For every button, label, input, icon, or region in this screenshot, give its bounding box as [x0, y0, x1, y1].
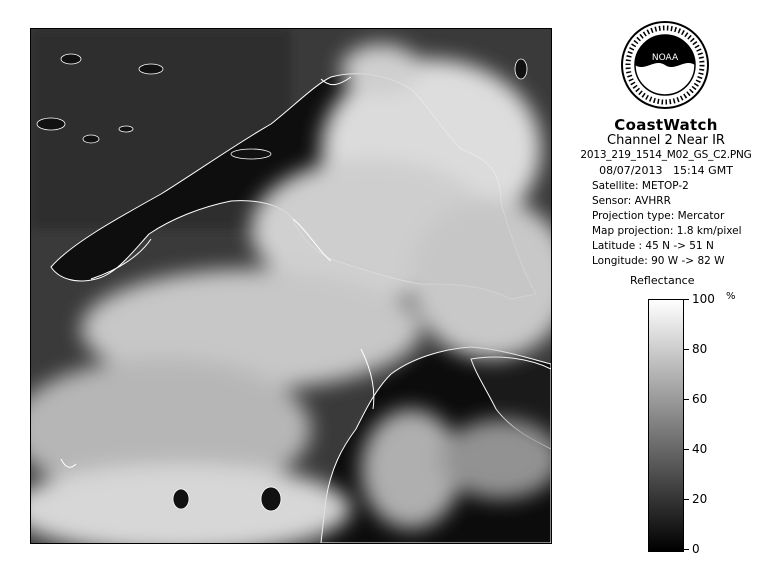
filename-label: 2013_219_1514_M02_GS_C2.PNG — [580, 149, 752, 161]
reflectance-colorbar — [648, 299, 684, 552]
scale-title: Reflectance — [630, 274, 695, 287]
channel-label: Channel 2 Near IR — [607, 133, 725, 148]
app-title: CoastWatch — [614, 116, 718, 134]
scale-tick — [683, 499, 689, 500]
scale-tick-label: 20 — [692, 492, 708, 506]
scale-tick — [683, 549, 689, 550]
scale-tick — [683, 349, 689, 350]
projection-type-label: Projection type: Mercator — [592, 210, 725, 222]
svg-text:NOAA: NOAA — [651, 53, 679, 63]
scale-tick — [683, 399, 689, 400]
scale-tick-label: 100 — [692, 292, 715, 306]
satellite-label: Satellite: METOP-2 — [592, 180, 689, 192]
scale-tick-label: 40 — [692, 442, 708, 456]
map-projection-label: Map projection: 1.8 km/pixel — [592, 225, 742, 237]
scale-tick-label: 80 — [692, 342, 708, 356]
time-text: 15:14 GMT — [672, 164, 733, 177]
scale-unit: % — [726, 291, 736, 302]
datetime-label — [560, 164, 772, 177]
latitude-label: Latitude : 45 N -> 51 N — [592, 240, 714, 252]
scale-tick-label: 60 — [692, 392, 708, 406]
sensor-label: Sensor: AVHRR — [592, 195, 671, 207]
scale-tick — [683, 299, 689, 300]
date-text: 08/07/2013 — [599, 164, 663, 177]
noaa-logo — [620, 20, 710, 110]
scale-tick — [683, 449, 689, 450]
longitude-label: Longitude: 90 W -> 82 W — [592, 255, 725, 267]
satellite-image — [30, 28, 552, 544]
scale-tick-label: 0 — [692, 542, 700, 556]
